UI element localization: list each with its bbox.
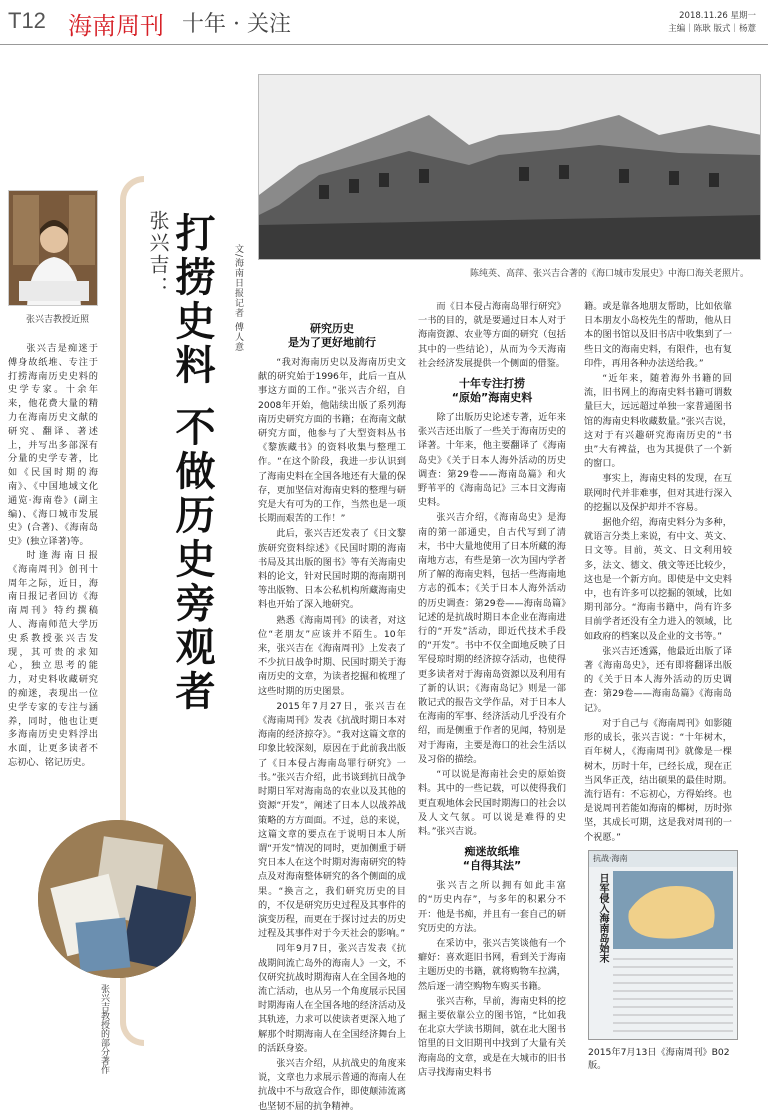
page-number: T12 [8, 8, 46, 33]
paragraph: 张兴吉之所以拥有如此丰富的“历史内存”，与多年的积累分不开：他是书痴，并且有一套自己的研究历史的方法。 [418, 880, 566, 934]
newspaper-clipping [588, 850, 738, 1040]
editor-credits: 主编｜陈耿 版式｜杨薏 [668, 24, 756, 34]
portrait-illustration [9, 191, 98, 306]
paragraph: 张兴吉还透露，他最近出版了译著《海南岛史》，还有即将翻译出版的《关于日本人海外活动的历史调查：第29卷——海南岛篇》《海南岛记》。 [584, 645, 732, 714]
books-photo [38, 820, 196, 978]
paragraph: 张兴吉介绍，从抗战史的角度来说，文章也力求展示普通的海南人在抗战中不与敌寇合作，即使颠沛流离也坚韧不屈的抗争精神。 [258, 1057, 406, 1112]
intro-paragraph: 时逢海南日报《海南周刊》创刊十周年之际，近日，海南日报记者回访《海南周刊》特约撰稿人、海南师范大学历史系教授张兴吉发现，其可贵的求知心，独立思考的能力，对史料收藏研究的痴迷，表现出一位史学专家的专注与涵养，同时，他也让更多海南历史史料浮出水面，让更多读者不忘初心、铭记历史。 [8, 549, 98, 768]
paragraph: 同年9月7日，张兴吉发表《抗战期间流亡岛外的海南人》一文，不仅研究抗战时期海南人在全国各地的流亡活动，也从另一个角度展示民国时期海南人在全国各地的经济活动及其轨迹，力求可以使读者更深入地了解那个时期海南人在全国经济舞台上的活跃身姿。 [258, 943, 406, 1054]
section-heading: 十年专注打捞 “原始”海南史料 [451, 377, 533, 405]
intro-column [8, 342, 98, 770]
books-illustration [38, 820, 196, 978]
portrait-caption: 张兴吉教授近照 [26, 315, 90, 325]
section-title: 十年 · 关注 [182, 12, 291, 37]
paragraph: 张兴吉称，早前，海南史料的挖掘主要依靠公立的图书馆，“比如我在北京大学读书期间，就在北大图书馆里的日文旧期刊中找到了大量有关海南岛的文章，或是在大城市的旧书店寻找海南史料书 [418, 995, 566, 1078]
intro-paragraph: 张兴吉是痴迷于傅身故纸堆、专注于打捞海南历史史料的史学专家。十余年来，他花费大量的精力在海南历史文献的研究、翻译、著述上，并写出多部深有分量的史学专著，比如《民国时期的海南》、《中国地域文化通览·海南卷》(副主编)、《海口城市发展史》(合著)、《海南岛史》(独立译著)等。 [8, 343, 98, 548]
clip-masthead: 抗战·海南 [589, 851, 737, 867]
article-column-2 [418, 300, 566, 1081]
author-portrait [8, 190, 98, 306]
paragraph: 据他介绍，海南史料分为多种，就语言分类上来说，有中文、英文、日文等。目前，英文、日文利用较多，法文、德文、俄文等还比较少，这也是一个新方向。即使是中文史料中，也有许多可以挖掘的领域，比如期刊部分。“海南书籍中，尚有许多目前学者还没有全力进入的领域，比如政府的档案以及企业的文书等。” [584, 517, 732, 642]
brand-logo: 海南周刊 [68, 12, 164, 40]
paragraph: 此后，张兴吉还发表了《日文黎族研究资料综述》《民国时期的海南书局及其出版的图书》等有关海南史料的论文，针对民国时期的海南期刊等出版物、日本公私机构所藏海南史料也开始了深入地研究。 [258, 528, 406, 611]
paragraph: 在采访中，张兴吉笑谈他有一个癖好：喜欢逛旧书网，看到关于海南主题历史的书籍，就将购物车拉满，然后逐一清空购物车购买书籍。 [418, 937, 566, 992]
paragraph: 对于自己与《海南周刊》如影随形的成长，张兴吉说：“十年树木，百年树人，《海南周刊》就像是一棵树木，历时十年，已经长成，现在正当风华正茂，结出硕果的最佳时期。流行语有：不忘初心，方得始终。也是说周刊若能如海南的椰树，历时弥坚，其成长可期，这是我对周刊的一个祝愿。” [584, 717, 732, 843]
page-header [0, 0, 768, 46]
paragraph: 而《日本侵占海南岛罪行研究》一书的目的，就是要通过日本人对于海南资源、农业等方面的研究（包括其中的一些结论），从而为今天海南社会经济发展提供一个侧面的借鉴。 [418, 301, 566, 369]
photo-caption: 陈纯英、高萍、张兴吉合著的《海口城市发展史》中海口海关老照片。 [470, 269, 750, 279]
article-title: 打捞史料 不做历史旁观者 [169, 212, 216, 714]
section-heading: 研究历史 是为了更好地前行 [288, 322, 376, 349]
paragraph: “近年来，随着海外书籍的回流，旧书网上的海南史料书籍可谓数量巨大，远远超过单独一家普通图书馆的海南史料收藏数量。”张兴吉说，这对于有兴趣研究海南历史的“书虫”大有裨益，也为其提供了一个新的窗口。 [584, 373, 732, 470]
header-rule [0, 44, 768, 45]
clip-headline: 日军侵入海南岛始末 [597, 873, 608, 963]
article-column-1 [258, 316, 406, 1115]
issue-date: 2018.11.26 星期一 [679, 11, 756, 21]
historic-building-photo [258, 74, 761, 260]
article-person: 张兴吉： [146, 210, 170, 298]
paragraph: 2015年7月27日，张兴吉在《海南周刊》发表《抗战时期日本对海南的经济掠夺》。“我对这篇文章的印象比较深刻，原因在于此前我出版了《日本侵占海南岛罪行研究》一书。”张兴吉介绍，此书谈到抗日战争时期日军对海南岛的农业以及其他的资源“开发”，阐述了日本人以战养战策略的方方面面。不过，总的来说，这篇文章的要点在于说明日本人所谓“开发”情况的同时，更加侧重于研究日本人在这个时期对海南研究的特点及对海南整体研究的各个侧面的成果。“换言之，我们研究历史的目的，不仅是研究历史过程及其事件的演变历程，而更在于探讨过去的历史过程及其事件对于今天社会的影响。” [258, 700, 406, 940]
article-column-3 [584, 300, 732, 846]
books-caption: 张兴吉教授的部分著作 [99, 984, 109, 1074]
clipping-caption: 2015年7月13日《海南周刊》B02版。 [588, 1047, 730, 1071]
clip-layout-illustration [589, 851, 738, 1040]
customs-building-illustration [259, 75, 761, 260]
article-byline: 文/海南日报记者 傅人意 [233, 244, 243, 352]
paragraph: 熟悉《海南周刊》的读者，对这位“老朋友”应该并不陌生。10年来，张兴吉在《海南周刊》上发表了不少抗日战争时期、民国时期关于海南历史的文章，为读者挖掘和梳理了这些时期的历史图景。 [258, 614, 406, 697]
header-meta [668, 10, 756, 36]
paragraph: 张兴吉介绍，《海南岛史》是海南的第一部通史，自古代写到了清末，书中大量地使用了日本所藏的海南地方志，有些是第一次为国内学者所了解的海南史料，包括一些海南地方志的孤本；《关于日本人海外活动的历史调查：第29卷——海南岛篇》记述的是抗战时期日本企业在海南进行的“开发”活动，即近代技术手段的“开发”。书中不仅全面地反映了日军侵琼时期的经济掠夺活动，也使得更多读者对于海南岛资源以及利用有了新的认识；《海南岛记》则是一部散记式的报告文学作品，对于日本人在海南的军事、经济活动几乎没有介绍，而是侧重于作者的见闻，特别是对于海南，主要是海口的社会生活以及习俗的描绘。 [418, 512, 566, 765]
paragraph: “我对海南历史以及海南历史文献的研究始于1996年，此后一直从事这方面的工作。”张兴吉介绍，自2008年开始，他陆续出版了系列海南历史研究方面的书籍；在海南文献研究方面，他参与了大型资料丛书《黎族藏书》的资料收集与整理工作。“在这个阶段，我进一步认识到了海南史料在全国各地还有大量的保存，更加坚信对海南史料的整理与研究是大有可为的工作，当然也是一项长期而艰苦的工作！” [258, 357, 406, 525]
paragraph: 除了出版历史论述专著，近年来张兴吉还出版了一些关于海南历史的译著。十年来，他主要翻译了《海南岛史》《关于日本人海外活动的历史调查：第29卷——海南岛篇》和火野苇平的《海南岛记》三本日文海南史料。 [418, 412, 566, 509]
section-heading: 痴迷故纸堆 “自得其法” [462, 845, 522, 873]
paragraph: “可以说是海南社会史的原始资料。其中的一些记载，可以使得我们更直观地体会民国时期海口的社会以及人文气氛。可以说是难得的史料。”张兴吉说。 [418, 769, 566, 837]
paragraph: 事实上，海南史料的发现，在互联网时代并非难事，但对其进行深入的挖掘以及保护却并不容易。 [584, 473, 732, 513]
paragraph: 籍。或是靠各地朋友帮助，比如依靠日本朋友小岛校先生的帮助，他从日本的图书馆以及旧书店中收集到了一些日文的海南史料，有限件，也有复印件，再用各种办法送给我。” [584, 301, 732, 369]
